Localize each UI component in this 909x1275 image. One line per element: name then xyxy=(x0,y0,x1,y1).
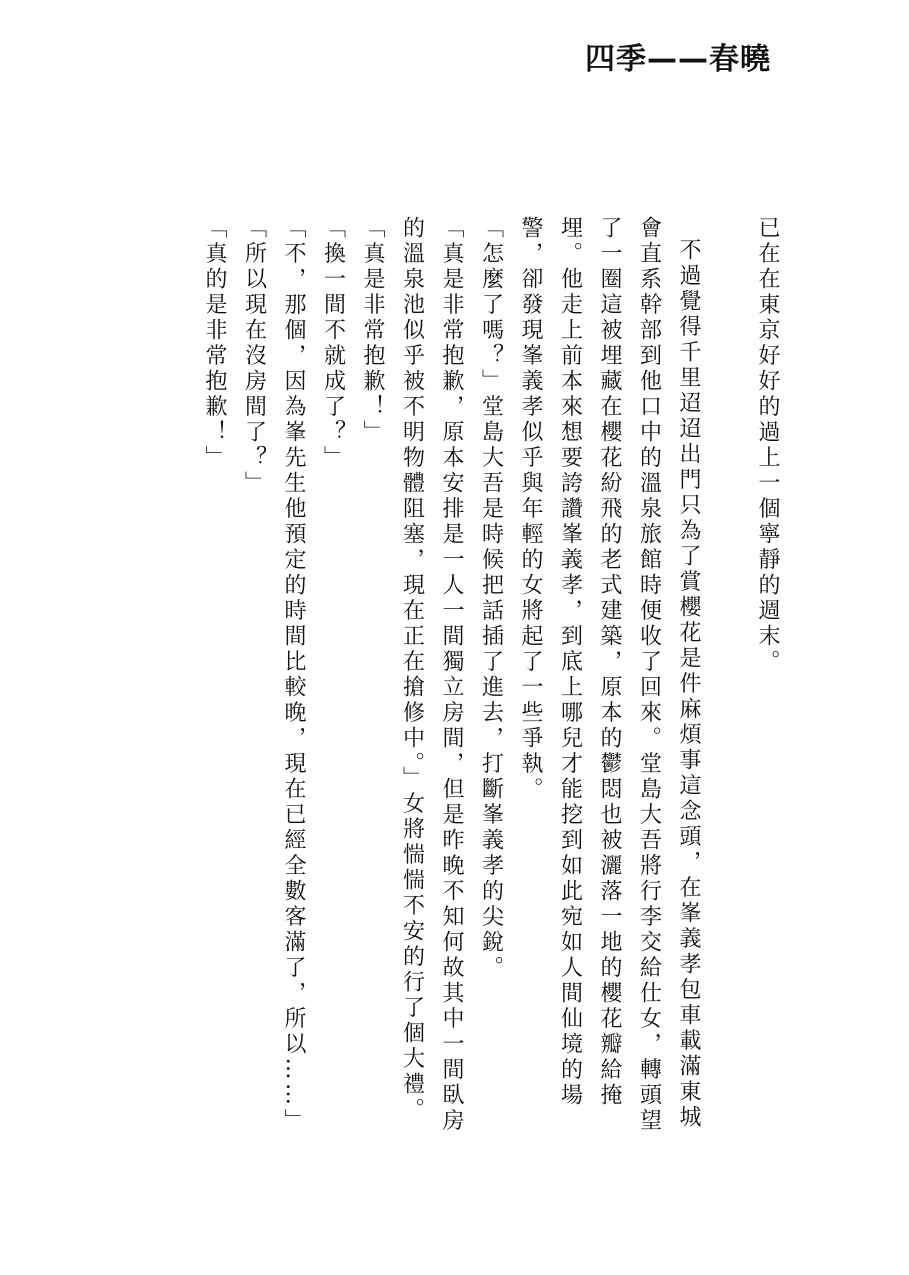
paragraph-dialogue-no-room: 「所以現在沒房間了？」 xyxy=(241,216,267,497)
paragraph-opening: 已在在東京好好的過上一個寧靜的週末。 xyxy=(755,216,780,675)
paragraph-dialogue-fully-booked: 「不，那個，因為峯先生他預定的時間比較晚，現在已經全數客滿了，所以……」 xyxy=(281,216,306,1134)
page-title: 四季——春曉 xyxy=(585,42,771,77)
body-text xyxy=(195,216,788,1136)
paragraph-dialogue-okami: 「真是非常抱歉，原本安排是一人一間獨立房間，但是昨晚不知何故其中一間臥房的溫泉池似乎被不明物體阻塞，現在正在搶修中。」女將惴惴不安的行了個大禮。「真是非常抱歉！」 xyxy=(360,216,464,1134)
paragraph-dialogue-change-room: 「換一間不就成了？」 xyxy=(320,216,346,471)
paragraph-gap xyxy=(708,216,748,1136)
paragraph-dialogue-apology: 「真的是非常抱歉！」 xyxy=(202,216,227,471)
paragraph-dialogue-daigo: 「怎麼了嗎？」堂島大吾是時候把話插了進去，打斷峯義孝的尖銳。 xyxy=(478,216,504,981)
paragraph-narrative: 不過覺得千里迢迢出門只為了賞櫻花是件麻煩事這念頭，在峯義孝包車載滿東城會直系幹部到他口中的溫泉旅館時便收了回來。堂島大吾將行李交給仕女，轉頭望了一圈這被埋藏在櫻花紛飛的老式建築，原本的鬱悶也被灑落一地的櫻花瓣給掩埋。他走上前本來想要誇讚峯義孝，到底上哪兒才能挖到如此宛如人間仙境的場警，卻發現峯義孝似乎與年輕的女將起了一些爭執。 xyxy=(518,216,701,1134)
